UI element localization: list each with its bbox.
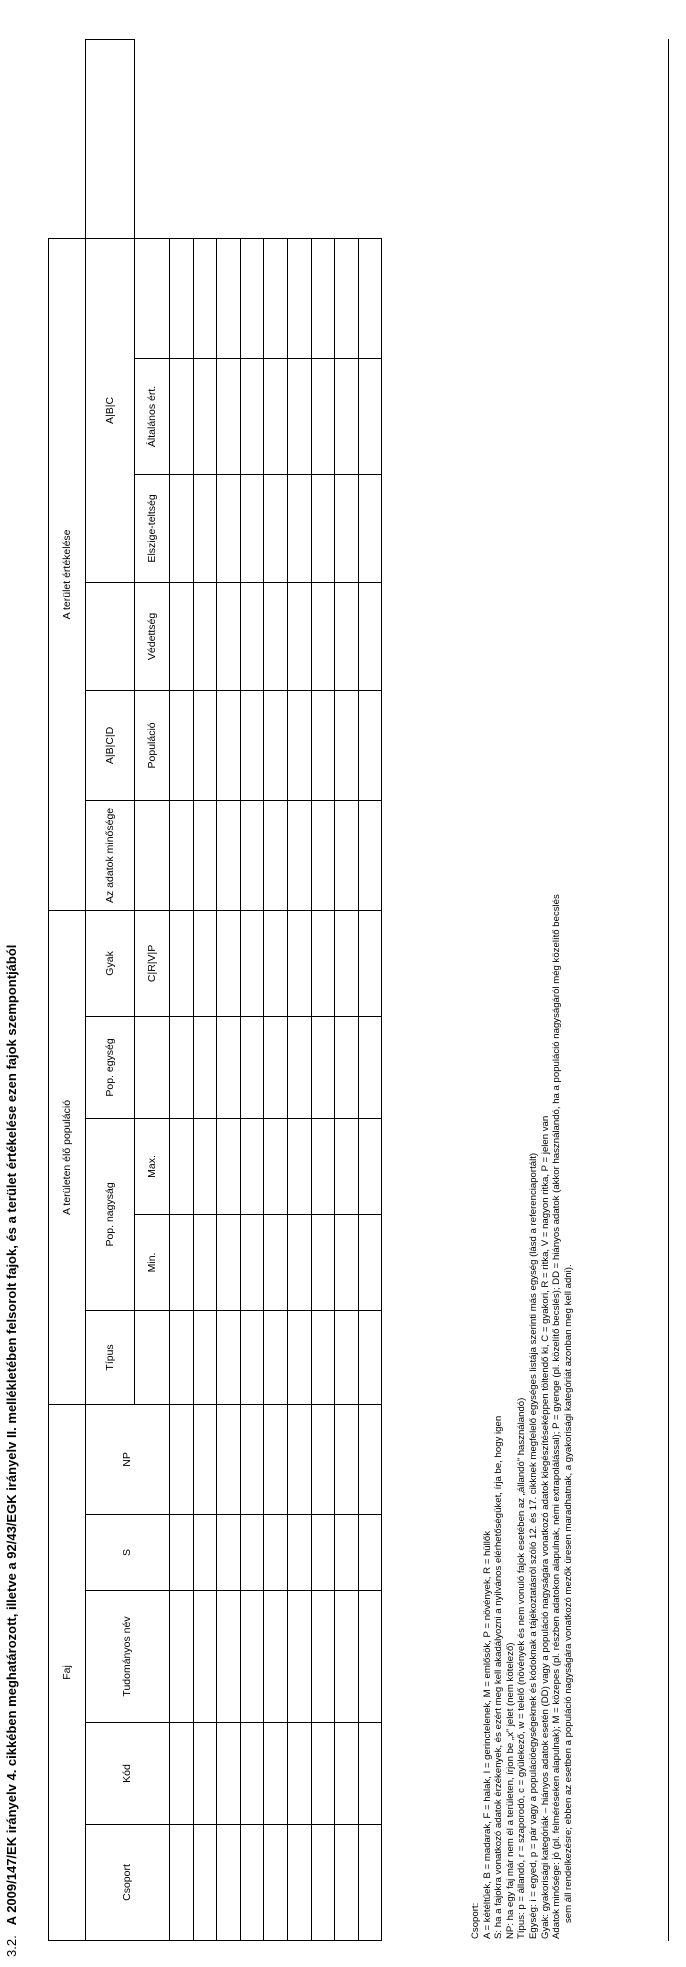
legend-s: S: ha a fajokra vonatkozó adatok érzékenyek, és ezért meg kell akadályozni a nyilvános elérhetőségüket, írja be, hogy igen <box>493 1415 505 1939</box>
table-cell[interactable] <box>170 582 194 690</box>
table-cell[interactable] <box>358 238 382 358</box>
table-cell[interactable] <box>193 1723 217 1825</box>
table-cell[interactable] <box>358 1310 382 1404</box>
table-cell[interactable] <box>217 238 241 358</box>
table-row <box>335 40 359 1941</box>
table-cell[interactable] <box>358 1515 382 1591</box>
table-cell[interactable] <box>264 690 288 800</box>
table-cell[interactable] <box>240 1118 264 1214</box>
table-row <box>240 40 264 1941</box>
table-cell[interactable] <box>335 1118 359 1214</box>
table-cell[interactable] <box>170 474 194 582</box>
table-cell[interactable] <box>217 358 241 474</box>
table-cell[interactable] <box>217 1310 241 1404</box>
header-tipus: Típus <box>86 1310 135 1404</box>
sub-elszigeteltseg: Elszige-teltség <box>135 474 170 582</box>
table-cell[interactable] <box>240 1591 264 1723</box>
table-cell[interactable] <box>335 1591 359 1723</box>
table-cell[interactable] <box>335 1214 359 1310</box>
table-cell[interactable] <box>311 238 335 358</box>
table-cell[interactable] <box>193 910 217 1016</box>
table-cell[interactable] <box>264 910 288 1016</box>
legend-egyseg: Egység: i = egyed, p = pár vagy a populációegységeknek és kódoknak a tájékoztatásról szóló 12. és 17. cikknek megfelelő egységes listája szerinti más egység (lásd a referenciaportált) <box>527 1152 539 1939</box>
table-cell[interactable] <box>335 690 359 800</box>
table-cell[interactable] <box>240 474 264 582</box>
table-cell[interactable] <box>264 238 288 358</box>
section-title <box>4 17 19 1957</box>
table-cell[interactable] <box>193 238 217 358</box>
table-cell[interactable] <box>264 358 288 474</box>
table-cell[interactable] <box>358 1016 382 1118</box>
table-cell[interactable] <box>240 1214 264 1310</box>
table-cell[interactable] <box>287 1310 311 1404</box>
table-cell[interactable] <box>264 800 288 910</box>
table-cell[interactable] <box>264 474 288 582</box>
header-assessment: A terület értékelése <box>49 238 86 910</box>
table-cell[interactable] <box>240 1404 264 1514</box>
header-pop-nagysag: Pop. nagyság <box>86 1118 135 1310</box>
table-cell[interactable] <box>170 910 194 1016</box>
legend-gyak: Gyak: gyakorisági kategóriák – hiányos adatok esetén (DD) vagy a populáció nagyságára vonatkozó adatok kiegészítéseképpen töltendő ki, C = gyakori, R = ritka, V = nagyon ritka, P = jelen van <box>539 1115 551 1939</box>
header-population: A területen élő populáció <box>49 910 86 1404</box>
header-adatok-minosege: Az adatok minősége <box>86 800 135 910</box>
table-cell[interactable] <box>170 1310 194 1404</box>
table-body <box>170 40 382 1941</box>
table-cell[interactable] <box>287 1214 311 1310</box>
header-pop-egyseg: Pop. egység <box>86 1016 135 1118</box>
table-cell[interactable] <box>240 238 264 358</box>
table-cell[interactable] <box>217 910 241 1016</box>
table-cell[interactable] <box>217 1214 241 1310</box>
table-cell[interactable] <box>264 1404 288 1514</box>
table-cell[interactable] <box>264 1214 288 1310</box>
table-cell[interactable] <box>170 800 194 910</box>
table-cell[interactable] <box>170 238 194 358</box>
header-s: S <box>86 1515 170 1591</box>
sub-vedettseg: Védettség <box>135 582 170 690</box>
table-cell[interactable] <box>358 690 382 800</box>
table-cell[interactable] <box>264 582 288 690</box>
table-cell[interactable] <box>240 1515 264 1591</box>
table-cell[interactable] <box>287 1591 311 1723</box>
table-cell[interactable] <box>358 358 382 474</box>
table-cell[interactable] <box>240 582 264 690</box>
legend-np: NP: ha egy faj már nem él a területen, írjon be „x” jelet (nem kötelező) <box>504 1642 516 1939</box>
table-cell[interactable] <box>287 474 311 582</box>
table-cell[interactable] <box>287 1118 311 1214</box>
table-cell[interactable] <box>358 1118 382 1214</box>
table-cell[interactable] <box>170 358 194 474</box>
species-table <box>48 39 382 1941</box>
legend <box>470 9 574 1939</box>
header-csoport: Csoport <box>86 1825 170 1941</box>
table-cell[interactable] <box>170 1016 194 1118</box>
table-cell[interactable] <box>287 800 311 910</box>
table-cell[interactable] <box>170 1723 194 1825</box>
header-np: NP <box>86 1404 170 1514</box>
table-cell[interactable] <box>217 1825 241 1941</box>
table-cell[interactable] <box>287 910 311 1016</box>
table-cell[interactable] <box>335 1310 359 1404</box>
table-cell[interactable] <box>217 1723 241 1825</box>
sub-cirvp: C|R|V|P <box>135 910 170 1016</box>
table-cell[interactable] <box>193 690 217 800</box>
table-cell[interactable] <box>358 582 382 690</box>
table-cell[interactable] <box>311 1723 335 1825</box>
table-cell[interactable] <box>240 1825 264 1941</box>
header-tudomanyos-nev: Tudományos név <box>86 1591 170 1723</box>
table-cell[interactable] <box>287 690 311 800</box>
header-kod: Kód <box>86 1723 170 1825</box>
sub-max: Max. <box>135 1118 170 1214</box>
table-cell[interactable] <box>335 800 359 910</box>
table-cell[interactable] <box>287 1016 311 1118</box>
section-title-text: A 2009/147/EK irányelv 4. cikkében meghatározott, illetve a 92/43/EGK irányelv II. mellékletében felsorolt fajok, és a terület értékelése ezen fajok szempontjából <box>4 944 19 1926</box>
sub-populacio: Populáció <box>135 690 170 800</box>
table-cell[interactable] <box>240 1016 264 1118</box>
table-cell[interactable] <box>193 1214 217 1310</box>
table-cell[interactable] <box>170 1404 194 1514</box>
table-cell[interactable] <box>240 910 264 1016</box>
table-cell[interactable] <box>170 1591 194 1723</box>
header-gyak: Gyak <box>86 910 135 1016</box>
table-cell[interactable] <box>193 1515 217 1591</box>
sub-blank-last <box>135 238 170 358</box>
table-cell[interactable] <box>193 1591 217 1723</box>
table-cell[interactable] <box>217 800 241 910</box>
table-cell[interactable] <box>335 1016 359 1118</box>
table-cell[interactable] <box>264 1591 288 1723</box>
table-row <box>311 40 335 1941</box>
table-row <box>170 40 194 1941</box>
header-blank <box>86 582 135 690</box>
table-row <box>358 40 382 1941</box>
table-cell[interactable] <box>311 690 335 800</box>
table-cell[interactable] <box>311 582 335 690</box>
table-cell[interactable] <box>217 1591 241 1723</box>
table-cell[interactable] <box>311 1016 335 1118</box>
table-cell[interactable] <box>170 1515 194 1591</box>
legend-csoport-def: A = kétéltűek, B = madarak, F = halak, I = gerinctelenek, M = emlősök, P = növények, R = hüllők <box>481 1530 493 1939</box>
header-blank-2 <box>86 40 135 239</box>
table-cell[interactable] <box>240 690 264 800</box>
sub-altalanos: Általános ért. <box>135 358 170 474</box>
table-cell[interactable] <box>193 1118 217 1214</box>
legend-tipus: Típus: p = állandó, r = szaporodó, c = gyülekező, w = telelő (növények és nem vonuló fajok esetében az „állandó” használandó) <box>516 1397 528 1939</box>
table-cell[interactable] <box>358 1591 382 1723</box>
table-cell[interactable] <box>311 1515 335 1591</box>
table-row <box>264 40 288 1941</box>
table-cell[interactable] <box>358 1723 382 1825</box>
table-cell[interactable] <box>264 1723 288 1825</box>
table-cell[interactable] <box>193 1404 217 1514</box>
table-cell[interactable] <box>193 358 217 474</box>
table-cell[interactable] <box>217 582 241 690</box>
table-cell[interactable] <box>358 1214 382 1310</box>
table-cell[interactable] <box>358 474 382 582</box>
table-cell[interactable] <box>335 358 359 474</box>
table-cell[interactable] <box>287 358 311 474</box>
table-cell[interactable] <box>240 1310 264 1404</box>
table-cell[interactable] <box>311 1404 335 1514</box>
table-cell[interactable] <box>287 1825 311 1941</box>
table-cell[interactable] <box>335 238 359 358</box>
table-cell[interactable] <box>311 1310 335 1404</box>
table-cell[interactable] <box>240 358 264 474</box>
table-cell[interactable] <box>170 1825 194 1941</box>
table-cell[interactable] <box>311 358 335 474</box>
table-cell[interactable] <box>193 1825 217 1941</box>
table-cell[interactable] <box>335 1515 359 1591</box>
table-cell[interactable] <box>193 1016 217 1118</box>
table-cell[interactable] <box>287 238 311 358</box>
table-cell[interactable] <box>217 1016 241 1118</box>
table-cell[interactable] <box>217 1118 241 1214</box>
table-cell[interactable] <box>264 1825 288 1941</box>
table-cell[interactable] <box>193 1310 217 1404</box>
table-cell[interactable] <box>358 1825 382 1941</box>
table-cell[interactable] <box>193 800 217 910</box>
header-faj: Faj <box>49 1404 86 1940</box>
table-cell[interactable] <box>311 1591 335 1723</box>
sub-blank-egyseg <box>135 1016 170 1118</box>
table-cell[interactable] <box>170 690 194 800</box>
table-cell[interactable] <box>358 910 382 1016</box>
table-cell[interactable] <box>311 800 335 910</box>
table-cell[interactable] <box>335 474 359 582</box>
table-cell[interactable] <box>287 1404 311 1514</box>
table-cell[interactable] <box>264 1515 288 1591</box>
table-cell[interactable] <box>311 1214 335 1310</box>
table-cell[interactable] <box>264 1016 288 1118</box>
table-cell[interactable] <box>311 474 335 582</box>
table-row <box>193 40 217 1941</box>
table-cell[interactable] <box>311 1118 335 1214</box>
table-cell[interactable] <box>264 1310 288 1404</box>
table-cell[interactable] <box>240 1723 264 1825</box>
table-cell[interactable] <box>358 800 382 910</box>
bottom-rule <box>668 39 669 1941</box>
table-cell[interactable] <box>287 1515 311 1591</box>
header-abcd: A|B|C|D <box>86 690 135 800</box>
table-cell[interactable] <box>311 910 335 1016</box>
table-cell[interactable] <box>217 474 241 582</box>
section-number: 3.2. <box>4 1935 19 1957</box>
table-cell[interactable] <box>264 1118 288 1214</box>
table-cell[interactable] <box>287 582 311 690</box>
header-abc: A|B|C <box>86 238 135 582</box>
table-cell[interactable] <box>170 1214 194 1310</box>
sub-blank-tipus <box>135 1310 170 1404</box>
table-cell[interactable] <box>217 1404 241 1514</box>
table-cell[interactable] <box>335 1404 359 1514</box>
table-row <box>217 40 241 1941</box>
sub-blank-adatok <box>135 800 170 910</box>
sub-min: Min. <box>135 1214 170 1310</box>
table-cell[interactable] <box>240 800 264 910</box>
table-cell[interactable] <box>193 582 217 690</box>
legend-adatok-cont: sem áll rendelkezésre; ebben az esetben a populáció nagyságára vonatkozó mezők üresen maradhatnak, a gyakorisági kategóriát azonban meg kell adni). <box>562 1264 574 1923</box>
table-cell[interactable] <box>287 1723 311 1825</box>
table-cell[interactable] <box>217 690 241 800</box>
table-cell[interactable] <box>335 1723 359 1825</box>
table-cell[interactable] <box>335 1825 359 1941</box>
legend-csoport-label: Csoport: <box>470 1902 481 1939</box>
table-cell[interactable] <box>193 474 217 582</box>
table-cell[interactable] <box>170 1118 194 1214</box>
table-cell[interactable] <box>335 910 359 1016</box>
table-cell[interactable] <box>335 582 359 690</box>
legend-adatok: Adatok minősége: jó (pl. felméréseken alapulnak); M = közepes (pl. részben adatokon alapulnak, némi extrapolálással); P = gyenge (pl. közelítő becslés); DD = hiányos adatok (akkor használandó, ha a populáció nagyságáról még közelítő becslés <box>551 894 563 1939</box>
table-row <box>287 40 311 1941</box>
table-cell[interactable] <box>358 1404 382 1514</box>
table-cell[interactable] <box>311 1825 335 1941</box>
table-cell[interactable] <box>217 1515 241 1591</box>
